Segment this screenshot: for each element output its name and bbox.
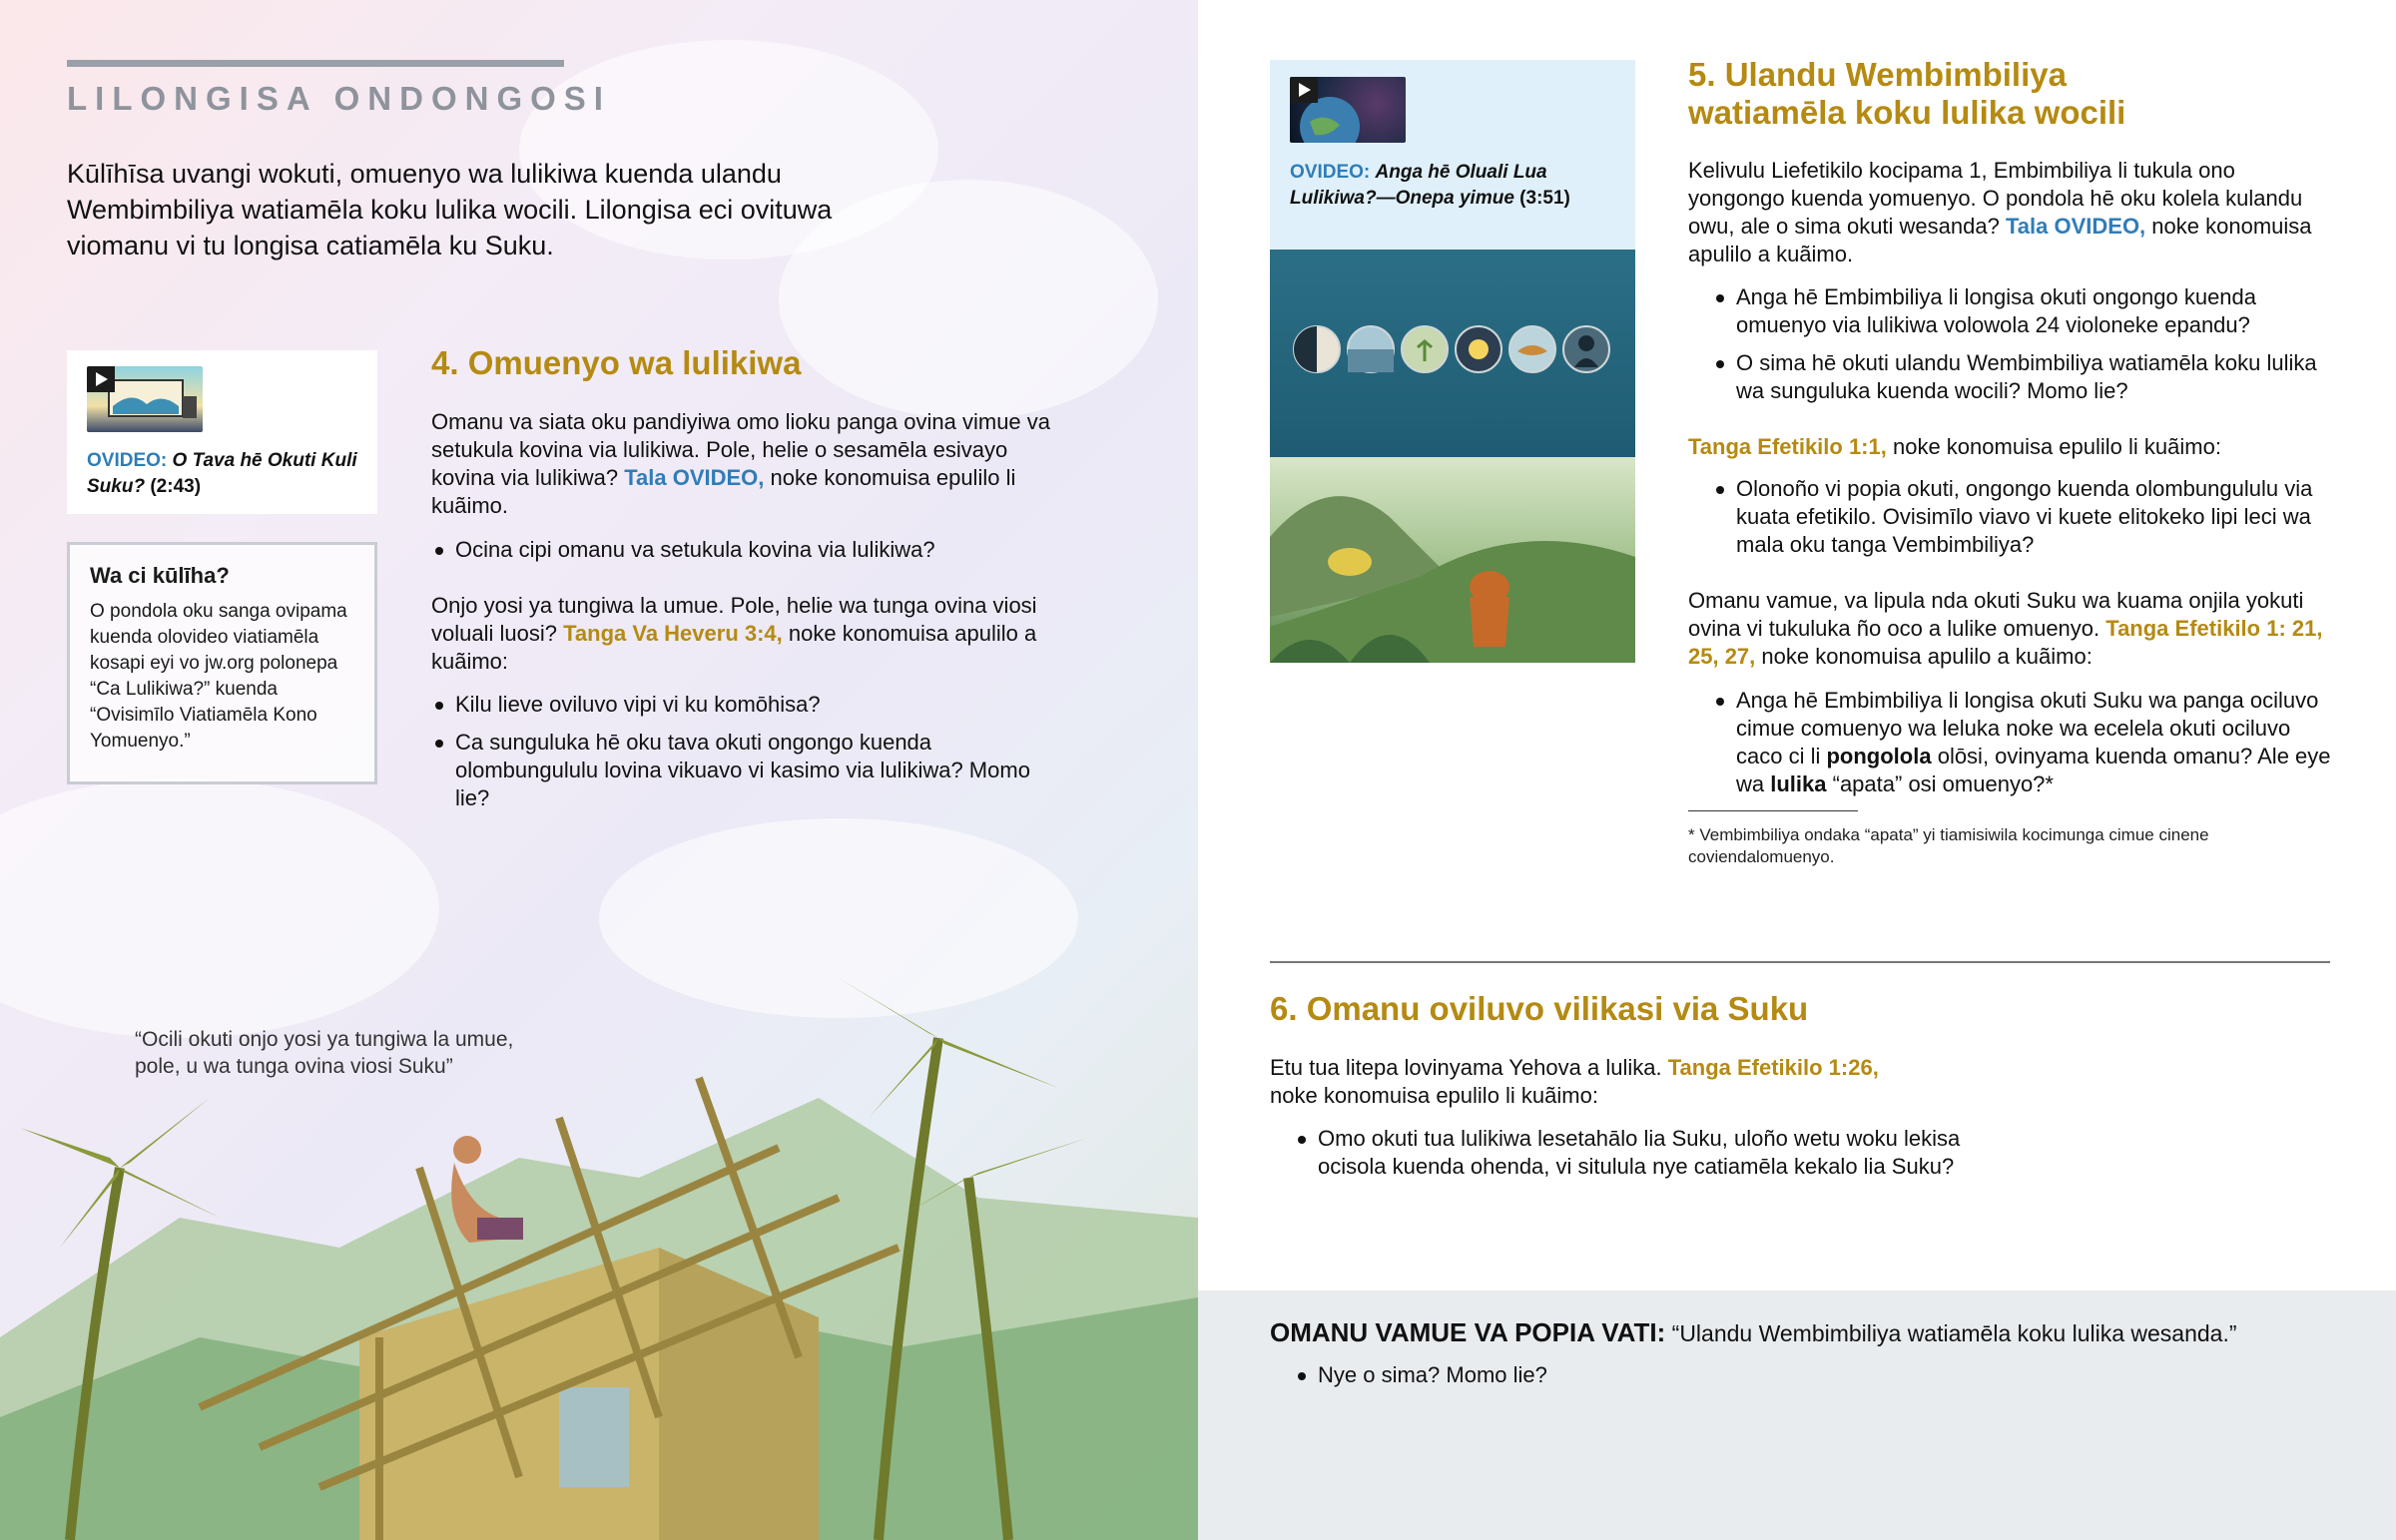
question-item: O sima hē okuti ulandu Wembimbiliya watiamēla koku lulika wa sunguluka kuenda wocili? Momo lie? bbox=[1712, 349, 2331, 405]
footnote: * Vembimbiliya ondaka “apata” yi tiamisiwila kocimunga cimue cinene coviendalomuenyo. bbox=[1688, 825, 2209, 866]
video-card[interactable] bbox=[1270, 60, 1635, 250]
illustration-caption: “Ocili okuti onjo yosi ya tungiwa la umue, pole, u wa tunga ovina viosi Suku” bbox=[135, 1028, 514, 1078]
paragraph-tail: noke konomuisa apulilo a kuãimo: bbox=[431, 621, 1037, 674]
video-card[interactable] bbox=[67, 350, 377, 514]
play-icon[interactable] bbox=[1290, 77, 1318, 103]
question-item bbox=[1712, 687, 2331, 798]
question-text[interactable]: “apata” osi omuenyo?* bbox=[1832, 771, 2054, 796]
question-item: Kilu lieve oviluvo vipi vi ku komōhisa? bbox=[431, 691, 1070, 719]
nature-scene-image bbox=[1270, 457, 1635, 663]
question-item: Anga hē Embimbiliya li longisa okuti ongongo kuenda omuenyo via lulikiwa volowola 24 violoneke epandu? bbox=[1712, 283, 2331, 339]
paragraph-tail: noke konomuisa apulilo a kuãimo: bbox=[1761, 644, 2093, 669]
did-you-know-text: O pondola oku sanga ovipama kuenda olovideo viatiamēla kosapi eyi vo jw.org polonepa “Ca Lulikiwa?” kuenda “Ovisimīlo Viatiamēla Kono Yomuenyo.” bbox=[90, 601, 347, 752]
section-4-paragraph-2 bbox=[431, 592, 1070, 676]
section-4-questions-1 bbox=[431, 536, 1070, 574]
question-text: olōsi, ovinyama kuenda omanu? Ale eye wa bbox=[1736, 744, 2331, 796]
paragraph-tail: noke konomuisa apulilo a kuãimo. bbox=[1688, 214, 2312, 266]
scripture-link[interactable]: Tanga Efetikilo 1:1, bbox=[1688, 434, 1887, 459]
question-text: Anga hē Embimbiliya li longisa okuti Suku wa panga ociluvo cimue comuenyo wa leluka noke wa ecelela okuti ociluvo caco ci li bbox=[1736, 688, 2319, 769]
video-label bbox=[1290, 160, 1619, 212]
section-5-paragraph-3 bbox=[1688, 587, 2332, 671]
section-header-title: LILONGISA ONDONGOSI bbox=[67, 80, 611, 117]
question-item: Omo okuti tua lulikiwa lesetahālo lia Suku, uloño wetu woku lekisa ocisola kuenda ohenda, vi situlula nye catiamēla kekalo lia Suku? bbox=[1294, 1125, 2013, 1181]
question-item: Ocina cipi omanu va setukula kovina via lulikiwa? bbox=[431, 536, 1070, 564]
section-5-paragraph-2 bbox=[1688, 433, 2332, 461]
review-questions bbox=[1294, 1361, 1893, 1399]
section-5-questions-2 bbox=[1712, 475, 2331, 569]
review-statement bbox=[1270, 1317, 2237, 1348]
title-line: 5. Ulandu Wembimbiliya bbox=[1688, 56, 2067, 93]
play-icon[interactable] bbox=[87, 366, 115, 392]
section-5-questions-3 bbox=[1712, 687, 2331, 808]
did-you-know-box bbox=[67, 542, 377, 784]
paragraph-text: Etu tua litepa lovinyama Yehova a lulika. bbox=[1270, 1055, 1662, 1080]
review-quote: “Ulandu Wembimbiliya watiamēla koku lulika wesanda.” bbox=[1671, 1320, 2237, 1346]
scripture-link[interactable]: Tanga Efetikilo 1: 21, 25, 27, bbox=[1688, 616, 2323, 669]
video-title[interactable]: O Tava hē Okuti Kuli Suku? bbox=[87, 450, 357, 497]
footnote-rule bbox=[1688, 810, 1858, 811]
section-4-questions-2 bbox=[431, 691, 1070, 822]
video-panel[interactable] bbox=[1270, 60, 1635, 663]
intro-paragraph: Kūlīhīsa uvangi wokuti, omuenyo wa lulikiwa kuenda ulandu Wembimbiliya watiamēla koku lulika wocili. Lilongisa eci ovituwa viomanu vi tu longisa catiamēla ku Suku. bbox=[67, 159, 833, 260]
paragraph-text: Onjo yosi ya tungiwa la umue. Pole, helie wa tunga ovina viosi voluali luosi? bbox=[431, 593, 1037, 646]
video-title[interactable]: Anga hē Oluali Lua Lulikiwa?—Onepa yimue bbox=[1290, 162, 1547, 209]
section-5-paragraph-1 bbox=[1688, 157, 2332, 268]
video-label bbox=[87, 448, 366, 500]
section-5-questions-1 bbox=[1712, 283, 2331, 415]
hut-construction-illustration bbox=[0, 918, 1198, 1540]
review-heading: OMANU VAMUE VA POPIA VATI: bbox=[1270, 1317, 1666, 1347]
nature-scene-art bbox=[1270, 457, 1635, 663]
section-6-paragraph bbox=[1270, 1054, 1949, 1110]
paragraph-tail: noke konomuisa epulilo li kuãimo: bbox=[1892, 434, 2221, 459]
paragraph-text: Omanu va siata oku pandiyiwa omo lioku panga ovina vimue va setukula kovina via lulikiwa. Pole, helie o sesamēla esivayo kovina via lulikiwa? bbox=[431, 409, 1051, 490]
section-5-title bbox=[1688, 56, 2125, 132]
header-rule bbox=[67, 60, 564, 67]
section-6-questions bbox=[1294, 1125, 2013, 1191]
question-item: Ca sunguluka hē oku tava okuti ongongo kuenda olombungululu lovina vikuavo vi kasimo via lulikiwa? Momo lie? bbox=[431, 729, 1070, 812]
section-divider bbox=[1270, 961, 2330, 963]
scripture-link[interactable]: Tanga Va Heveru 3:4, bbox=[563, 621, 783, 646]
video-thumbnail[interactable] bbox=[1290, 77, 1406, 143]
video-tag: OVIDEO: bbox=[87, 450, 168, 471]
paragraph-tail: noke konomuisa epulilo li kuãimo. bbox=[431, 465, 1016, 518]
emphasis-word: lulika bbox=[1770, 771, 1827, 796]
question-item: Nye o sima? Momo lie? bbox=[1294, 1361, 1893, 1389]
video-duration: (2:43) bbox=[150, 476, 202, 497]
question-item: Olonoño vi popia okuti, ongongo kuenda olombungululu via kuata efetikilo. Ovisimīlo viavo vi kuete elitokeko lipi leci wa mala oku tanga Vembimbiliya? bbox=[1712, 475, 2331, 559]
scripture-link[interactable]: Tanga Efetikilo 1:26, bbox=[1667, 1055, 1879, 1080]
emphasis-word: pongolola bbox=[1826, 744, 1932, 769]
paragraph-text: Omanu vamue, va lipula nda okuti Suku wa kuama onjila yokuti ovina vi tukuluka ño oco a lulike omuenyo. bbox=[1688, 588, 2304, 641]
creation-days-graphic bbox=[1270, 250, 1635, 457]
section-4-title: 4. Omuenyo wa lulikiwa bbox=[431, 344, 802, 381]
section-6-title: 6. Omanu oviluvo vilikasi via Suku bbox=[1270, 990, 1809, 1027]
watch-video-link[interactable]: Tala OVIDEO, bbox=[2005, 214, 2146, 239]
paragraph-tail: noke konomuisa epulilo li kuãimo: bbox=[1270, 1083, 1598, 1108]
title-line: watiamēla koku lulika wocili bbox=[1688, 94, 2126, 131]
video-duration: (3:51) bbox=[1519, 188, 1570, 209]
watch-video-link[interactable]: Tala OVIDEO, bbox=[624, 465, 765, 490]
video-thumbnail[interactable] bbox=[87, 366, 203, 432]
creation-days-icons bbox=[1270, 250, 1635, 457]
section-4-paragraph-1 bbox=[431, 408, 1070, 520]
paragraph-text: Kelivulu Liefetikilo kocipama 1, Embimbiliya li tukula ono yongongo kuenda yomuenyo. O pondola hē oku kolela kulandu owu, ale o sima okuti wesanda? bbox=[1688, 158, 2303, 239]
video-tag: OVIDEO: bbox=[1290, 162, 1371, 183]
did-you-know-heading: Wa ci kūlīha? bbox=[90, 563, 230, 588]
